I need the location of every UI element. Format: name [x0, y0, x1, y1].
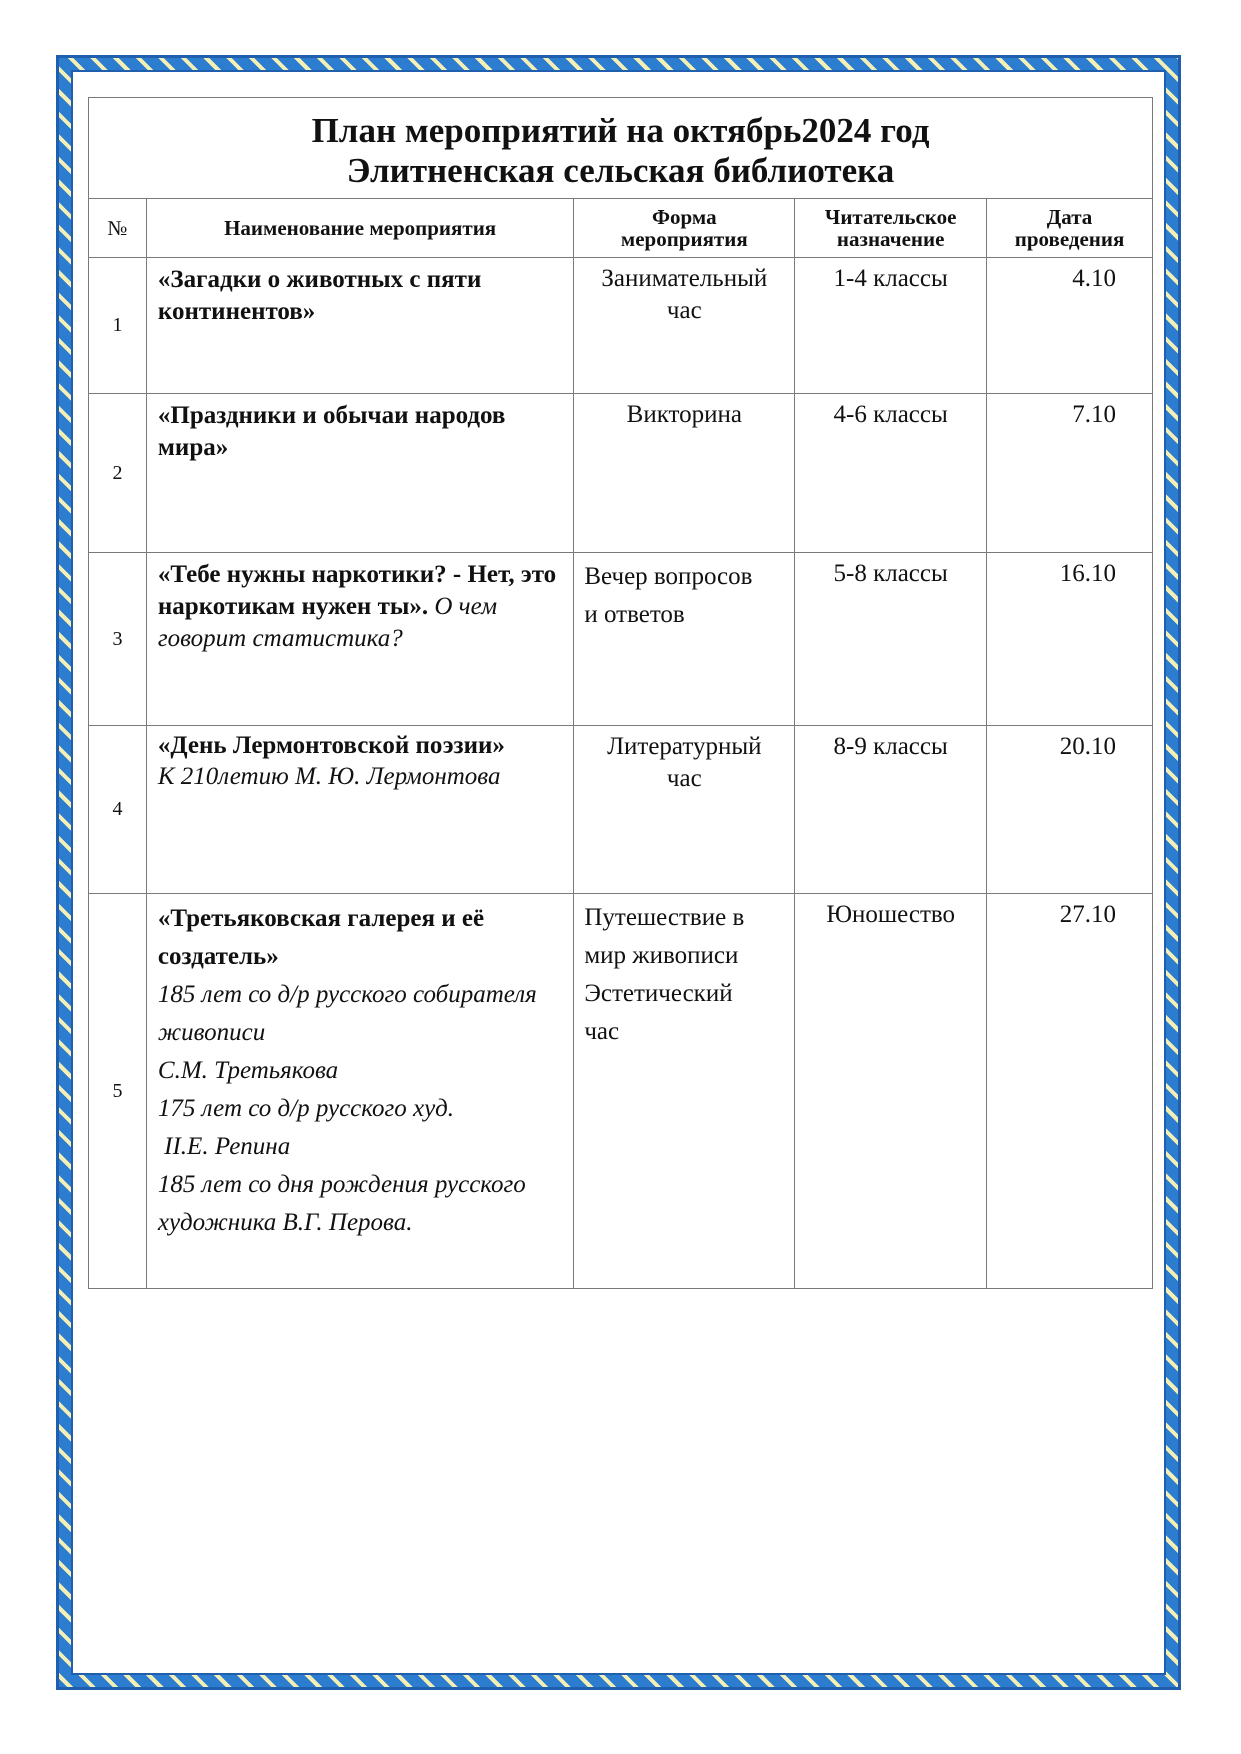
table-row	[89, 894, 1153, 1289]
event-note: 185 лет со д/р русского собирателя живописи	[157, 981, 537, 1046]
event-title: «Третьяковская галерея и её создатель»	[157, 905, 485, 970]
header-form-line-1: Форма	[652, 205, 717, 229]
event-audience: Юношество	[795, 894, 987, 1289]
event-form-line-2: и ответов	[584, 601, 685, 628]
event-date-value: 7.10	[1072, 401, 1116, 428]
event-date	[987, 726, 1153, 894]
event-form	[574, 394, 795, 553]
event-form-line-3: Эстетический	[584, 980, 733, 1007]
event-form-line-2: час	[666, 297, 702, 324]
event-audience: 5-8 классы	[795, 553, 987, 726]
header-date	[987, 199, 1153, 258]
event-form-line-1: Литературный	[607, 733, 762, 760]
row-number: 3	[89, 553, 147, 726]
event-date-value: 4.10	[1072, 265, 1116, 292]
event-name	[146, 394, 573, 553]
event-note: 175 лет со д/р русского худ.	[157, 1095, 455, 1122]
event-form-line-1: Путешествие в	[584, 904, 745, 931]
table-row	[89, 394, 1153, 553]
event-date-value: 16.10	[1059, 560, 1116, 587]
event-form	[574, 726, 795, 894]
row-number: 4	[89, 726, 147, 894]
event-form-line-4: час	[584, 1018, 620, 1045]
header-form	[574, 199, 795, 258]
header-date-line-1: Дата	[1046, 205, 1093, 229]
event-date	[987, 553, 1153, 726]
event-form-line-1: Вечер вопросов	[584, 563, 753, 590]
event-date	[987, 394, 1153, 553]
event-audience: 4-6 классы	[795, 394, 987, 553]
event-note: С.М. Третьякова	[157, 1057, 339, 1084]
row-number: 2	[89, 394, 147, 553]
event-date	[987, 258, 1153, 394]
event-title: «День Лермонтовской поэзии»	[157, 732, 505, 759]
event-title: «Праздники и обычаи народов мира»	[157, 402, 506, 461]
header-audience-line-2: назначение	[836, 227, 945, 251]
table-row	[89, 553, 1153, 726]
event-date-value: 20.10	[1059, 733, 1116, 760]
event-note: О чем говорит статистика?	[157, 593, 498, 652]
event-form-line-2: час	[666, 765, 702, 792]
header-date-line-2: проведения	[1014, 227, 1125, 251]
event-form-line-2: мир живописи	[584, 942, 739, 969]
event-date-value: 27.10	[1059, 901, 1116, 928]
event-title: «Тебе нужны наркотики? - Нет, это наркотикам нужен ты».	[157, 561, 557, 620]
event-name	[146, 726, 573, 894]
event-note: 185 лет со дня рождения русского художника В.Г. Перова.	[157, 1171, 526, 1236]
event-name	[146, 894, 573, 1289]
table-title	[89, 98, 1153, 199]
event-title: «Загадки о животных с пяти континентов»	[157, 266, 482, 325]
event-form-line-1: Викторина	[626, 401, 742, 428]
event-note: К 210летию М. Ю. Лермонтова	[157, 763, 501, 790]
title-line-1: План мероприятий на октябрь2024 год	[311, 111, 930, 150]
event-form-line-1: Занимательный	[601, 265, 768, 292]
event-note: ІІ.Е. Репина	[157, 1133, 291, 1160]
row-number: 1	[89, 258, 147, 394]
event-audience: 8-9 классы	[795, 726, 987, 894]
event-form	[574, 553, 795, 726]
table-row	[89, 726, 1153, 894]
title-row	[89, 98, 1153, 199]
header-row	[89, 199, 1153, 258]
header-audience	[795, 199, 987, 258]
event-date	[987, 894, 1153, 1289]
event-form	[574, 894, 795, 1289]
header-name: Наименование мероприятия	[146, 199, 573, 258]
header-form-line-2: мероприятия	[620, 227, 748, 251]
header-audience-line-1: Читательское	[824, 205, 957, 229]
title-line-2: Элитненская сельская библиотека	[346, 151, 895, 190]
events-plan-table	[88, 97, 1153, 1289]
event-audience: 1-4 классы	[795, 258, 987, 394]
event-form	[574, 258, 795, 394]
row-number: 5	[89, 894, 147, 1289]
table-row	[89, 258, 1153, 394]
event-name	[146, 258, 573, 394]
event-name	[146, 553, 573, 726]
header-num: №	[89, 199, 147, 258]
